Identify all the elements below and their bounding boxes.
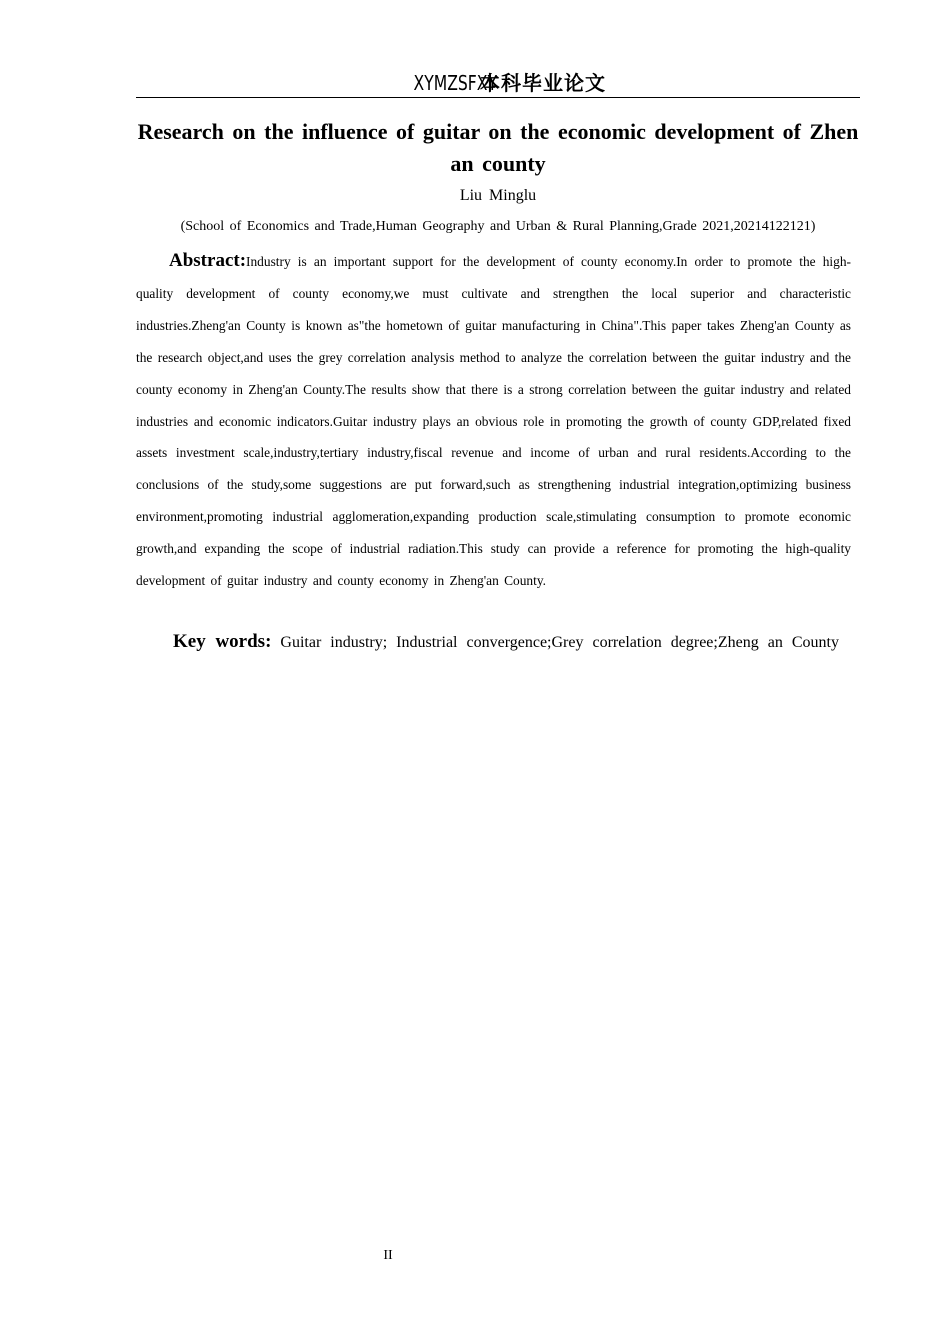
running-header [136,70,860,98]
author-affiliation: (School of Economics and Trade,Human Geography and Urban & Rural Planning,Grade 2021,20214122121) [180,219,816,234]
keywords-label: Key words: [173,631,272,652]
abstract-label: Abstract: [169,250,247,271]
keywords-text: Guitar industry; Industrial convergence;Grey correlation degree;Zheng an County [280,634,839,651]
abstract-text: Industry is an important support for the development of county economy.In order to promote the high-quality development of county economy,we must cultivate and strengthen the local superior and characteristic industries.Zheng'an County is known as"the hometown of guitar manufacturing in China".This paper takes Zheng'an County as the research object,and uses the grey correlation analysis method to analyze the correlation between the guitar industry and the county economy in Zheng'an County.The results show that there is a strong correlation between the guitar industry and related industries and economic indicators.Guitar industry plays an obvious role in promoting the growth of county GDP,related fixed assets investment scale,industry,tertiary industry,fiscal revenue and income of urban and rural residents.According to the conclusions of the study,some suggestions are put forward,such as strengthening industrial integration,optimizing business environment,promoting industrial agglomeration,expanding production scale,stimulating consumption to promote economic growth,and expanding the scope of industrial radiation.This study can provide a reference for promoting the high-quality development of guitar industry and county economy in Zheng'an County. [136,254,851,589]
keywords-paragraph [136,626,851,658]
page-number: II [383,1248,393,1263]
running-header-cjk: 本科毕业论文 [480,71,606,95]
paper-title: Research on the influence of guitar on the economic development of Zhen an county [137,119,859,176]
author-name: Liu Minglu [459,187,537,204]
abstract-paragraph [136,245,851,597]
running-header-latin: XYMZSFXY [413,71,497,95]
